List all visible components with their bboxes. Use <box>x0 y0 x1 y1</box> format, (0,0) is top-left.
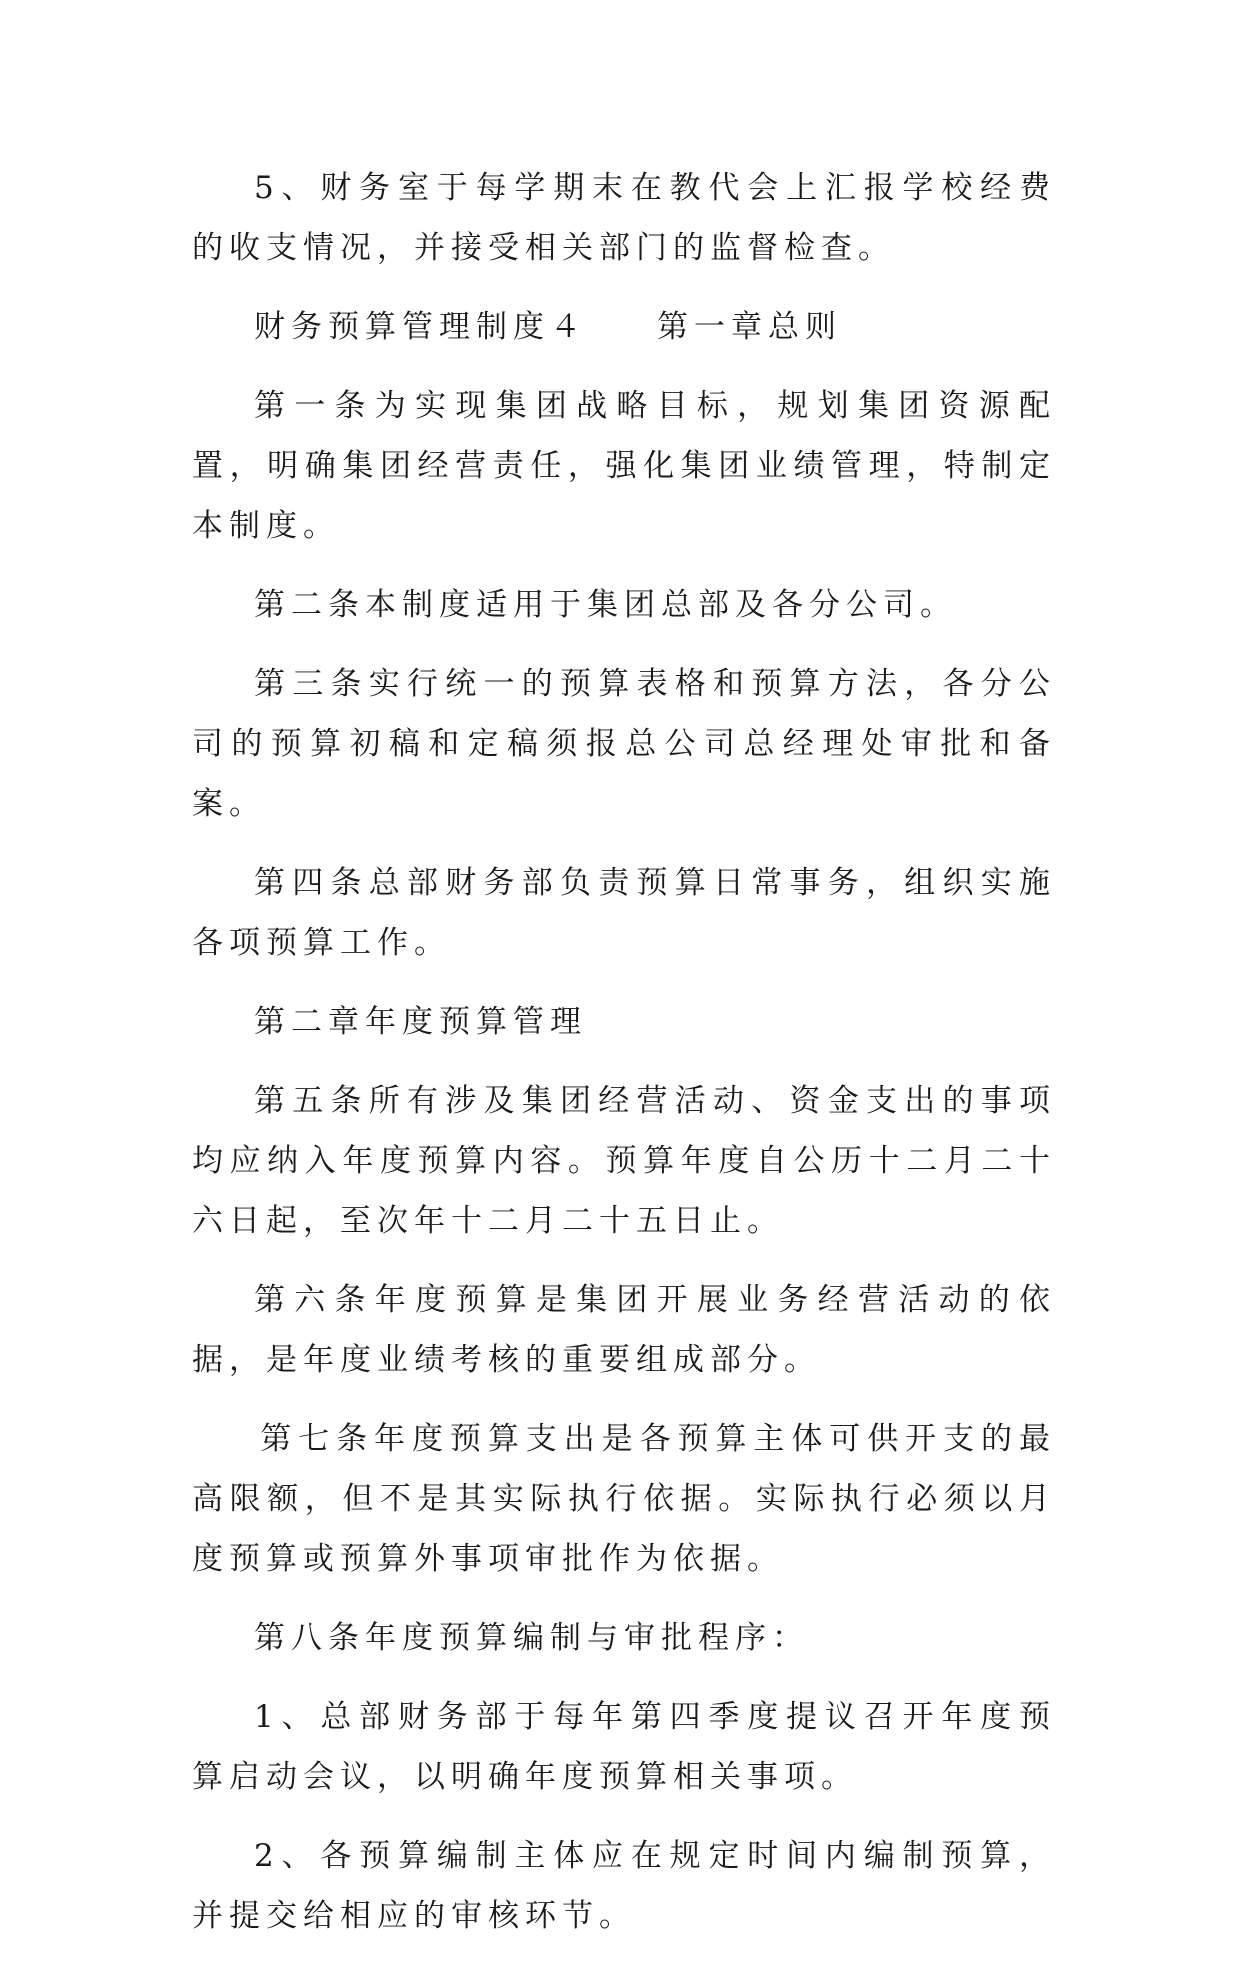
article-4: 第四条总部财务部负责预算日常事务，组织实施各项预算工作。 <box>192 865 1056 961</box>
article-7: 第七条年度预算支出是各预算主体可供开支的最高限额，但不是其实际执行依据。实际执行必须以月度预算或预算外事项审批作为依据。 <box>192 1421 1056 1577</box>
section-title: 财务预算管理制度４ <box>254 309 587 345</box>
procedure-item-1: 1、总部财务部于每年第四季度提议召开年度预算启动会议，以明确年度预算相关事项。 <box>192 1699 1056 1795</box>
article-1: 第一条为实现集团战略目标，规划集团资源配置，明确集团经营责任，强化集团业绩管理，特制定本制度。 <box>192 388 1056 544</box>
article-5: 第五条所有涉及集团经营活动、资金支出的事项均应纳入年度预算内容。预算年度自公历十二月二十六日起，至次年十二月二十五日止。 <box>192 1083 1056 1239</box>
article-8: 第八条年度预算编制与审批程序： <box>254 1620 809 1656</box>
procedure-item-2: 2、各预算编制主体应在规定时间内编制预算，并提交给相应的审核环节。 <box>192 1838 1056 1934</box>
paragraph-finance-report: 5、财务室于每学期末在教代会上汇报学校经费的收支情况，并接受相关部门的监督检查。 <box>192 170 1056 266</box>
section-heading <box>192 297 1056 357</box>
article-2: 第二条本制度适用于集团总部及各分公司。 <box>254 587 957 623</box>
article-3: 第三条实行统一的预算表格和预算方法，各分公司的预算初稿和定稿须报总公司总经理处审批和备案。 <box>192 666 1056 822</box>
article-6: 第六条年度预算是集团开展业务经营活动的依据，是年度业绩考核的重要组成部分。 <box>192 1282 1056 1378</box>
chapter-2-heading: 第二章年度预算管理 <box>254 1004 587 1040</box>
document-body <box>192 158 1056 1965</box>
chapter-title: 第一章总则 <box>657 309 842 345</box>
